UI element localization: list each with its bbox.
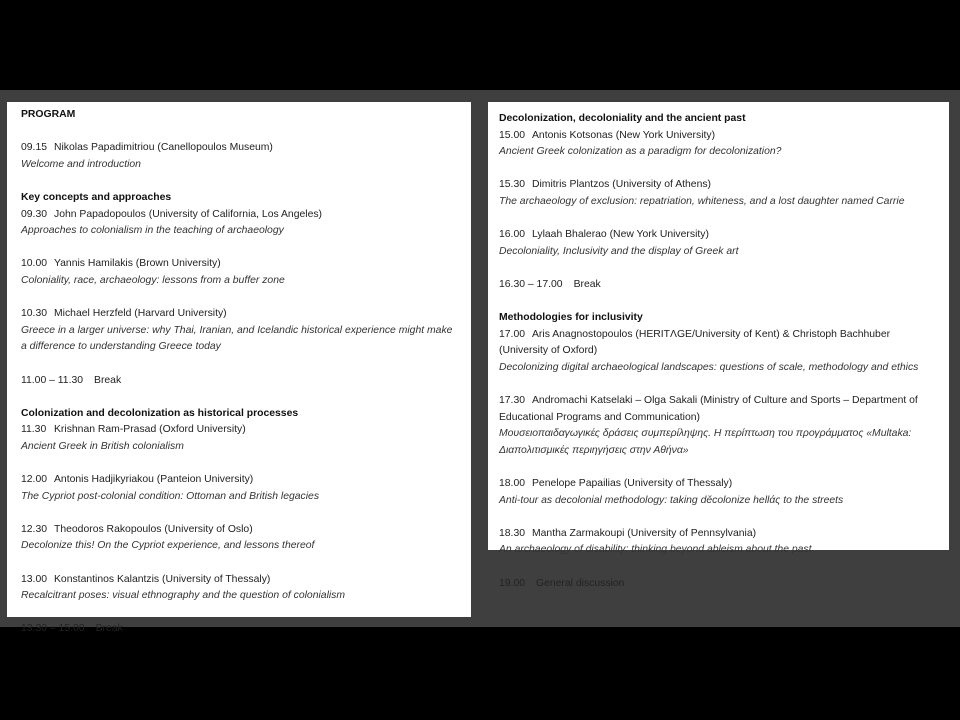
program-section (499, 111, 937, 294)
entry-line (499, 393, 937, 426)
program-entry (21, 472, 457, 505)
entry-talk-title: The Cypriot post-colonial condition: Ottoman and British legacies (21, 490, 320, 502)
entry-talk-title: Welcome and introduction (21, 158, 141, 170)
program-entry (499, 327, 937, 377)
break-entry (21, 373, 457, 390)
entry-line (21, 422, 457, 439)
program-entry (21, 207, 457, 240)
program-section (21, 190, 457, 389)
program-entry (21, 306, 457, 356)
entry-line (499, 227, 937, 244)
program-section (21, 140, 457, 173)
program-entry (499, 526, 937, 559)
entry-line (499, 128, 937, 145)
entry-speaker: Mantha Zarmakoupi (University of Pennsylvania) (532, 527, 757, 539)
entry-time: 12.00 (21, 474, 48, 486)
entry-line (21, 621, 457, 638)
entry-speaker: John Papadopoulos (University of California, Los Angeles) (54, 208, 322, 220)
entry-time: 11.00 – 11.30 (21, 374, 84, 386)
entry-speaker: Break (95, 623, 123, 635)
entry-time: 16.30 – 17.00 (499, 278, 563, 290)
program-entry (499, 128, 937, 161)
entry-time: 12.30 (21, 523, 48, 535)
entry-line (21, 306, 457, 323)
entry-talk-title: Recalcitrant poses: visual ethnography and the question of colonialism (21, 590, 346, 602)
entry-line (499, 327, 937, 360)
entry-time: 13.00 (21, 573, 48, 585)
entry-line (21, 522, 457, 539)
entry-time: 16.00 (499, 229, 526, 241)
program-entry (21, 572, 457, 605)
entry-speaker: Antonis Hadjikyriakou (Panteion University) (54, 474, 254, 486)
entry-line (21, 256, 457, 273)
entry-speaker: Dimitris Plantzos (University of Athens) (532, 179, 711, 191)
entry-line (499, 177, 937, 194)
program-entry (499, 227, 937, 260)
entry-line (21, 140, 457, 157)
section-title: Decolonization, decoloniality and the ancient past (499, 113, 746, 124)
entry-line (499, 526, 937, 543)
entry-talk-title: Coloniality, race, archaeology: lessons from a buffer zone (21, 274, 285, 286)
entry-time: 10.30 (21, 308, 48, 320)
entry-speaker: Krishnan Ram-Prasad (Oxford University) (54, 424, 246, 436)
section-title: Methodologies for inclusivity (499, 312, 643, 324)
section-title: Colonization and decolonization as historical processes (21, 407, 299, 419)
entry-speaker: Michael Herzfeld (Harvard University) (54, 308, 227, 320)
entry-time: 09.15 (21, 142, 48, 154)
break-entry (499, 277, 937, 294)
program-section (21, 406, 457, 638)
break-entry (499, 576, 937, 593)
entry-talk-title: Decoloniality, Inclusivity and the display of Greek art (499, 245, 739, 257)
entry-time: 18.00 (499, 478, 526, 490)
entry-line (499, 576, 937, 593)
entry-time: 10.00 (21, 258, 48, 270)
program-entry (21, 422, 457, 455)
entry-time: 19.00 (499, 577, 526, 589)
program-entry (499, 476, 937, 509)
entry-speaker: Antonis Kotsonas (New York University) (532, 129, 716, 141)
entry-speaker: Nikolas Papadimitriou (Canellopoulos Museum) (54, 142, 273, 154)
entry-line (21, 207, 457, 224)
entry-talk-title: The archaeology of exclusion: repatriation, whiteness, and a lost daughter named Carrie (499, 195, 905, 207)
entry-talk-title: Μουσειοπαιδαγωγικές δράσεις συμπερίληψης. Η περίπτωση του προγράμματος «Multaka: Διαπολιτισμικές περιηγήσεις στην Αθήνα» (499, 428, 912, 456)
entry-time: 17.30 (499, 395, 526, 407)
entry-talk-title: Decolonizing digital archaeological landscapes: questions of scale, methodology and ethics (499, 361, 919, 373)
break-entry (21, 621, 457, 638)
entry-talk-title: Approaches to colonialism in the teaching of archaeology (21, 225, 284, 237)
left-sections (21, 140, 457, 638)
entry-talk-title: Greece in a larger universe: why Thai, Iranian, and Icelandic historical experience might make a difference to understanding Greece today (21, 324, 453, 353)
entry-speaker: Yannis Hamilakis (Brown University) (54, 258, 221, 270)
entry-speaker: Break (94, 374, 122, 386)
program-entry (499, 393, 937, 459)
entry-line (21, 572, 457, 589)
entry-line (499, 277, 937, 294)
entry-talk-title: Ancient Greek in British colonialism (21, 440, 184, 452)
program-page-left (7, 102, 471, 635)
entry-speaker: Theodoros Rakopoulos (University of Oslo) (54, 523, 253, 535)
entry-time: 11.30 (21, 424, 47, 436)
entry-speaker: Konstantinos Kalantzis (University of Thessaly) (54, 573, 271, 585)
entry-time: 13.30 – 15.00 (21, 623, 85, 635)
program-entry (21, 140, 457, 173)
entry-time: 09.30 (21, 208, 48, 220)
right-sections (499, 111, 937, 592)
section-title: Key concepts and approaches (21, 191, 172, 203)
entry-line (499, 476, 937, 493)
entry-speaker: Break (573, 278, 601, 290)
entry-talk-title: Anti-tour as decolonial methodology: taking dĕcolonize hellάς to the streets (499, 494, 844, 506)
program-entry (499, 177, 937, 210)
entry-time: 15.00 (499, 129, 526, 141)
entry-line (21, 373, 457, 390)
entry-time: 15.30 (499, 179, 526, 191)
entry-talk-title: Ancient Greek colonization as a paradigm for decolonization? (499, 146, 782, 158)
entry-speaker: Penelope Papailias (University of Thessaly) (532, 478, 733, 490)
entry-speaker: Aris Anagnostopoulos (HERITΛGE/University of Kent) & Christoph Bachhuber (University of Oxford) (499, 328, 891, 357)
program-entry (21, 256, 457, 289)
entry-talk-title: Decolonize this! On the Cypriot experience, and lessons thereof (21, 540, 315, 552)
program-page-right (488, 102, 949, 589)
entry-line (21, 472, 457, 489)
entry-speaker: Andromachi Katselaki – Olga Sakali (Ministry of Culture and Sports – Department of Educational Programs and Communication) (499, 395, 918, 423)
program-section (499, 310, 937, 592)
entry-talk-title: An archaeology of disability: thinking beyond ableism about the past (499, 544, 812, 556)
entry-time: 17.00 (499, 328, 526, 340)
entry-speaker: Lylaah Bhalerao (New York University) (532, 229, 709, 241)
program-heading: PROGRAM (21, 109, 76, 120)
program-entry (21, 522, 457, 555)
entry-time: 18.30 (499, 527, 526, 539)
entry-speaker: General discussion (536, 577, 625, 589)
